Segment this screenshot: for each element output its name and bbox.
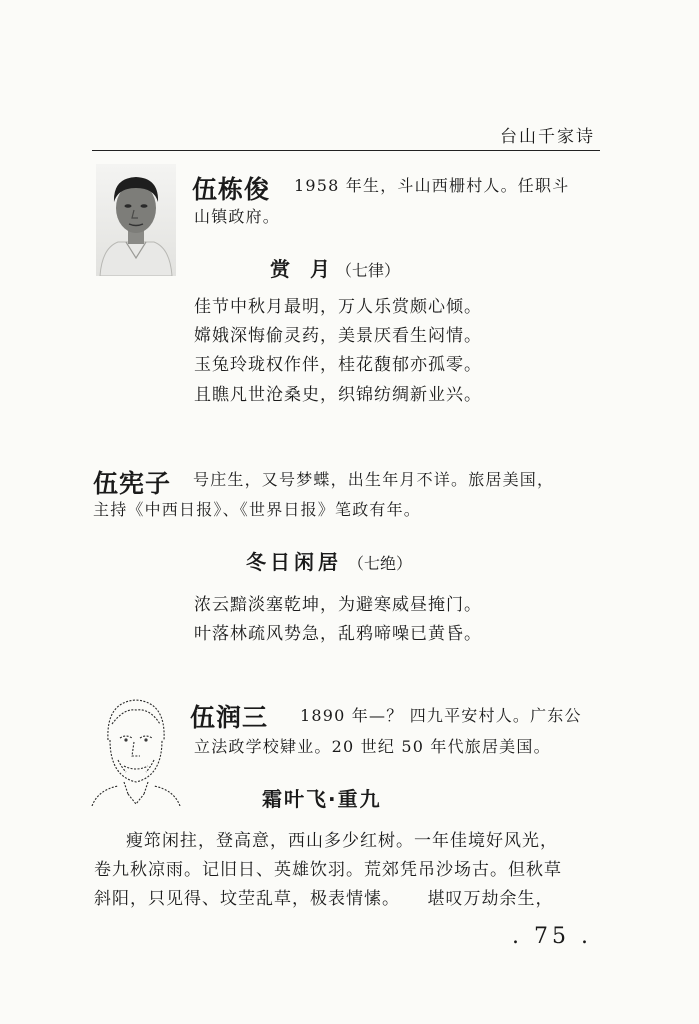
poem-line: 斜阳，只见得、坟茔乱草，极表情愫。 堪叹万劫余生， [94, 889, 554, 909]
poem-line: 卷九秋凉雨。记旧日、英雄饮羽。荒郊凭吊沙场古。但秋草 [94, 860, 562, 880]
poem-line: 瘦筇闲拄，登高意，西山多少红树。一年佳境好风光， [126, 831, 558, 851]
running-head: 台山千家诗 [500, 127, 595, 147]
poet-name: 伍栋俊 [192, 175, 271, 204]
poet-bio-line-1: 号庄生，又号梦蝶，出生年月不详。旅居美国， [193, 470, 555, 489]
poem-line: 且瞧凡世沧桑史，织锦纺绸新业兴。 [194, 385, 482, 405]
poem-form: （七律） [336, 261, 401, 280]
poem-title [246, 546, 412, 575]
poem-line: 嫦娥深悔偷灵药，美景厌看生闷情。 [194, 326, 482, 346]
poem-title: 霜叶飞·重九 [262, 787, 382, 811]
page-number: . 75 . [512, 924, 592, 949]
poem-title-text: 冬日闲居 [246, 550, 342, 574]
portrait-photo [96, 164, 176, 276]
poet-name: 伍润三 [190, 703, 269, 732]
poet-bio-line-2: 立法政学校肄业。20 世纪 50 年代旅居美国。 [194, 737, 551, 756]
poet-bio-line-2: 山镇政府。 [194, 207, 281, 226]
poet-name: 伍宪子 [93, 469, 172, 498]
poet-bio-line-1: 1890 年—？ 四九平安村人。广东公 [300, 706, 582, 725]
poem-title-text: 赏 月 [270, 257, 330, 281]
poem-form: （七绝） [348, 554, 413, 573]
poem-line: 玉兔玲珑权作伴，桂花馥郁亦孤零。 [194, 355, 482, 375]
poet-bio-line-2: 主持《中西日报》、《世界日报》笔政有年。 [93, 500, 422, 519]
poem-line: 叶落林疏风势急，乱鸦啼噪已黄昏。 [194, 624, 482, 644]
poem-line: 佳节中秋月最明，万人乐赏颇心倾。 [194, 297, 482, 317]
poem-title [270, 253, 400, 282]
header-rule [92, 150, 600, 151]
poet-bio-line-1: 1958 年生，斗山西栅村人。任职斗 [294, 176, 570, 195]
portrait-sketch [88, 694, 184, 806]
poem-line: 浓云黯淡塞乾坤，为避寒威昼掩门。 [194, 595, 482, 615]
